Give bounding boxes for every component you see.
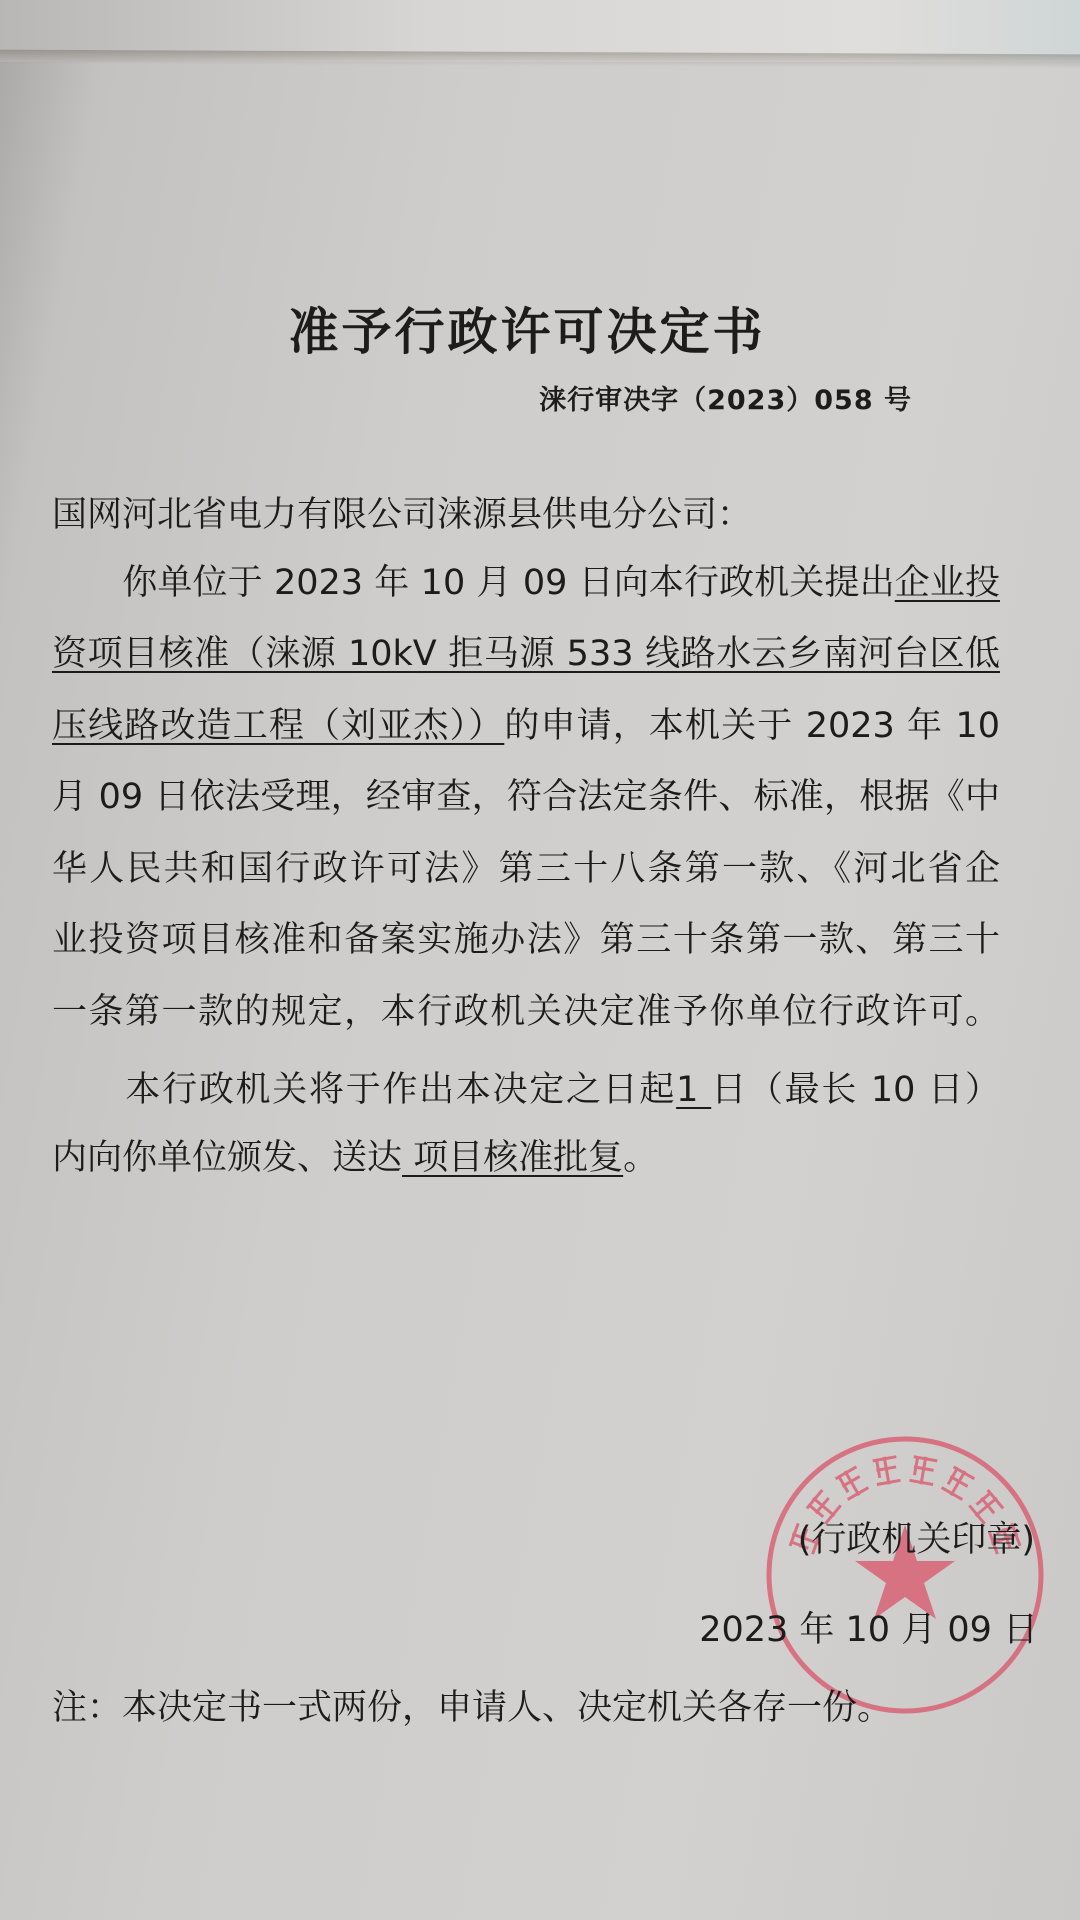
text-segment: 。 [623,1138,659,1178]
text-segment: 的申请，本机关于 2023 年 10 [504,706,1000,746]
underlined-document-type: 项目核准批复 [402,1138,624,1178]
underlined-project-name: 压线路改造工程（刘亚杰）） [52,706,505,746]
document-number: 涞行审决字（2023）058 号 [539,385,912,416]
body-line [52,1138,1000,1178]
seal-glyph-mark [941,1465,976,1501]
seal-glyph-mark [835,1465,870,1501]
body-line: 华人民共和国行政许可法》第三十八条第一款、《河北省企 [52,849,1000,889]
document-title: 准予行政许可决定书 [288,303,766,361]
seal-glyph-mark [872,1455,900,1487]
official-seal [763,1433,1047,1717]
text-segment: 本行政机关将于作出本决定之日起 [52,1070,677,1110]
addressee: 国网河北省电力有限公司涞源县供电分公司： [52,495,753,535]
body-line [52,634,1000,674]
issue-date: 2023 年 10 月 09 日 [699,1610,1038,1650]
body-line: 业投资项目核准和备案实施办法》第三十条第一款、第三十 [52,920,1000,960]
body-line: 月 09 日依法受理，经审查，符合法定条件、标准，根据《中 [52,777,1000,817]
body-line [52,1070,1000,1110]
body-line [52,563,1000,603]
text-segment: 日（最长 10 日） [711,1070,1000,1110]
text-segment: 你单位于 2023 年 10 月 09 日向本行政机关提出 [52,563,895,603]
underlined-project-name: 企业投 [894,563,1000,603]
footnote: 注：本决定书一式两份，申请人、决定机关各存一份。 [52,1688,893,1728]
seal-label: (行政机关印章) [797,1520,1035,1560]
underlined-days: 1 [676,1070,712,1110]
text-segment: 内向你单位颁发、送达 [52,1138,403,1178]
body-line [52,706,1000,746]
body-line: 一条第一款的规定，本行政机关决定准予你单位行政许可。 [52,992,1000,1032]
seal-glyph-mark [909,1455,937,1487]
underlined-project-name: 资项目核准（涞源 10kV 拒马源 533 线路水云乡南河台区低 [52,634,1000,674]
